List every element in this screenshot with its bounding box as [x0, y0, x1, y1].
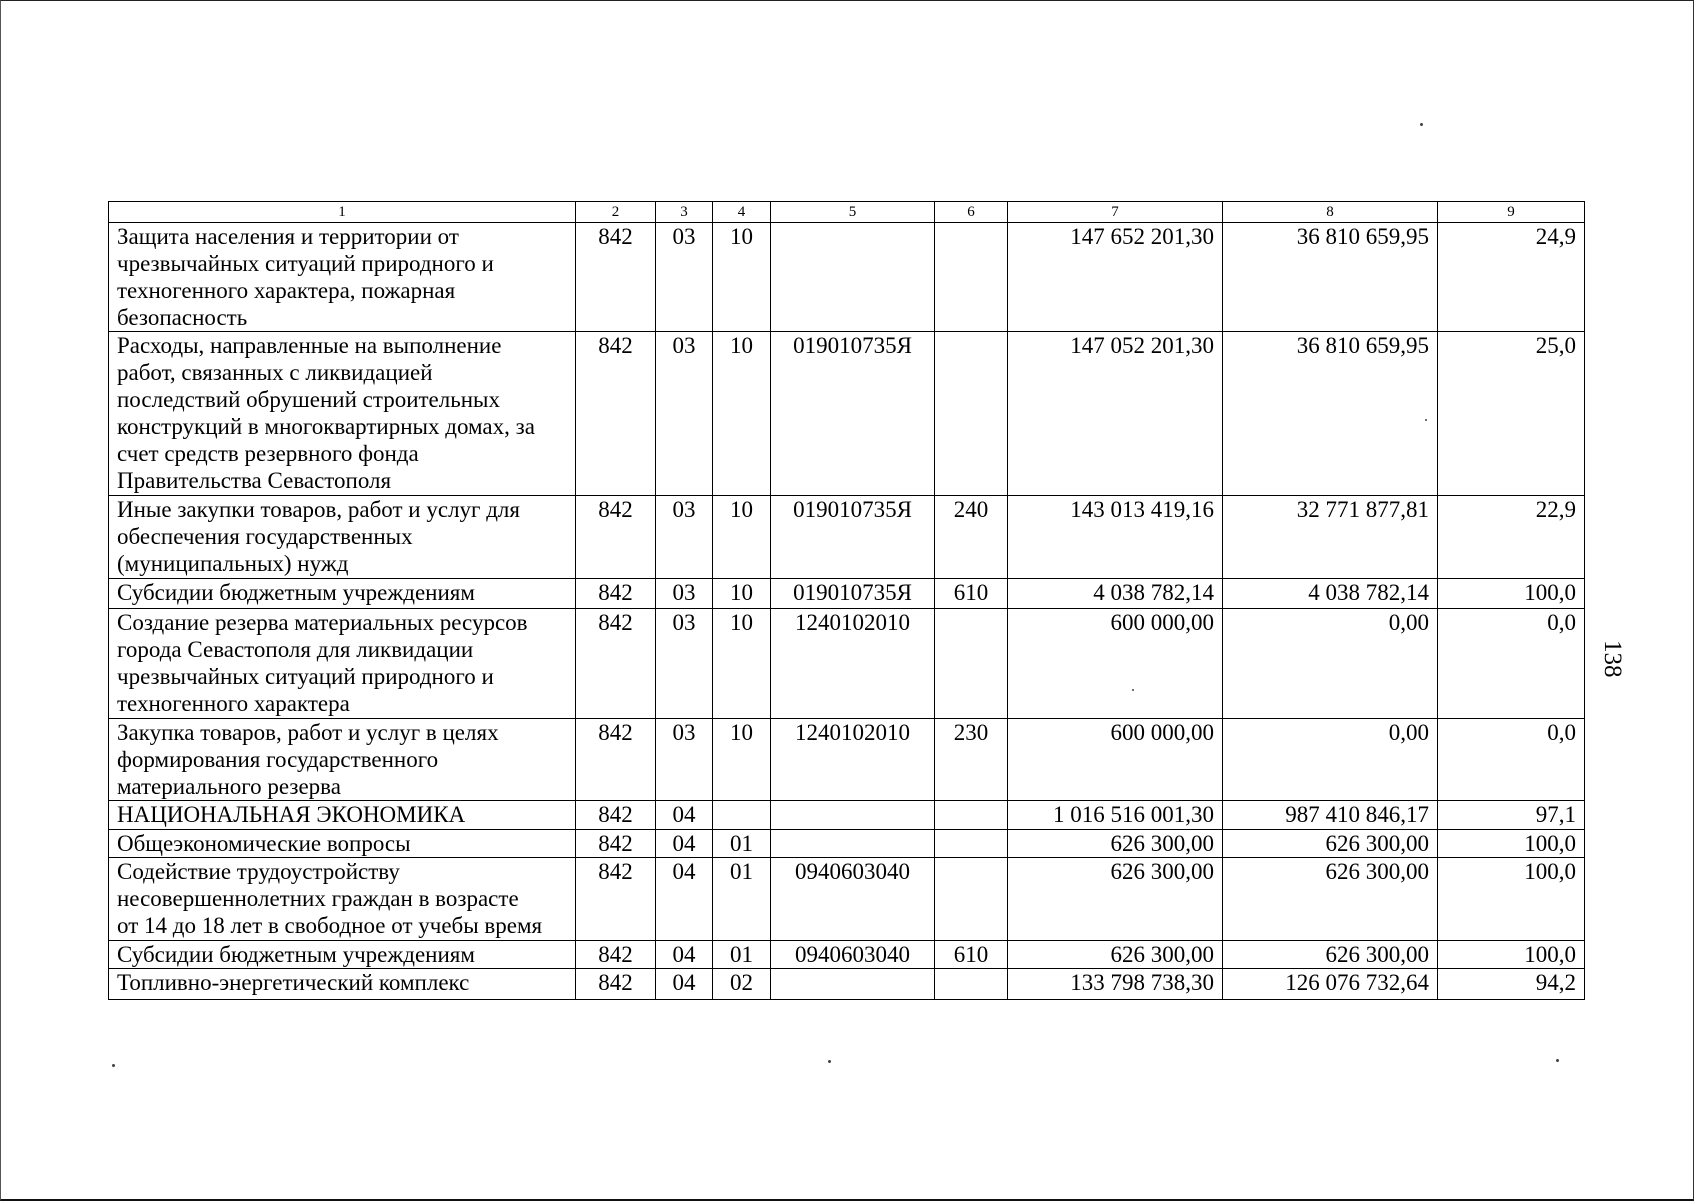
row-name-cell: [109, 496, 576, 579]
cell-col-5: 1240102010: [771, 719, 935, 801]
cell-col-9: 22,9: [1438, 496, 1585, 579]
cell-col-6: 610: [935, 941, 1008, 969]
row-name-line: обеспечения государственных: [117, 524, 413, 549]
row-name-line: техногенного характера, пожарная: [117, 278, 456, 303]
cell-col-6: [935, 609, 1008, 719]
scan-speck: [1556, 1059, 1559, 1062]
table-row: [109, 719, 1585, 801]
cell-col-3: 03: [656, 223, 713, 332]
cell-col-4: 10: [713, 496, 771, 579]
cell-col-2: 842: [576, 801, 656, 830]
cell-col-8: 0,00: [1223, 609, 1438, 719]
table-row: [109, 223, 1585, 332]
page-number: 138: [1599, 640, 1626, 678]
cell-col-8: 0,00: [1223, 719, 1438, 801]
cell-col-2: 842: [576, 858, 656, 941]
cell-col-8: 987 410 846,17: [1223, 801, 1438, 830]
column-number: 6: [935, 202, 1008, 223]
row-name-line: Субсидии бюджетным учреждениям: [117, 580, 475, 605]
cell-col-7: 600 000,00: [1008, 609, 1223, 719]
cell-col-4: [713, 801, 771, 830]
column-number-row: [109, 202, 1585, 223]
row-name-line: Защита населения и территории от: [117, 224, 459, 249]
row-name-line: счет средств резервного фонда: [117, 441, 419, 466]
cell-col-5: 019010735Я: [771, 579, 935, 609]
row-name-cell: [109, 858, 576, 941]
table-body: [109, 202, 1585, 1000]
cell-col-9: 0,0: [1438, 719, 1585, 801]
cell-col-6: [935, 858, 1008, 941]
row-name-line: безопасность: [117, 305, 248, 330]
cell-col-2: 842: [576, 223, 656, 332]
row-name-line: Создание резерва материальных ресурсов: [117, 610, 528, 635]
cell-col-7: 4 038 782,14: [1008, 579, 1223, 609]
row-name-line: Закупка товаров, работ и услуг в целях: [117, 720, 499, 745]
cell-col-3: 04: [656, 801, 713, 830]
row-name-line: от 14 до 18 лет в свободное от учебы время: [117, 913, 543, 938]
cell-col-6: 240: [935, 496, 1008, 579]
cell-col-3: 04: [656, 941, 713, 969]
table-row: [109, 858, 1585, 941]
column-number: 2: [576, 202, 656, 223]
row-name-line: формирования государственного: [117, 747, 439, 772]
table-row: [109, 801, 1585, 830]
cell-col-7: 143 013 419,16: [1008, 496, 1223, 579]
table-row: [109, 332, 1585, 496]
cell-col-8: 626 300,00: [1223, 941, 1438, 969]
cell-col-4: 10: [713, 719, 771, 801]
table-row: [109, 941, 1585, 969]
budget-table: [108, 201, 1585, 1000]
cell-col-2: 842: [576, 719, 656, 801]
cell-col-5: [771, 801, 935, 830]
cell-col-4: 10: [713, 332, 771, 496]
cell-col-8: 36 810 659,95: [1223, 223, 1438, 332]
cell-col-9: 25,0: [1438, 332, 1585, 496]
cell-col-3: 03: [656, 332, 713, 496]
cell-col-7: 626 300,00: [1008, 858, 1223, 941]
cell-col-4: 01: [713, 941, 771, 969]
row-name-line: чрезвычайных ситуаций природного и: [117, 251, 494, 276]
cell-col-2: 842: [576, 969, 656, 1000]
cell-col-5: 0940603040: [771, 941, 935, 969]
row-name-cell: [109, 223, 576, 332]
cell-col-6: 610: [935, 579, 1008, 609]
cell-col-7: 1 016 516 001,30: [1008, 801, 1223, 830]
row-name-line: последствий обрушений строительных: [117, 387, 500, 412]
cell-col-8: 126 076 732,64: [1223, 969, 1438, 1000]
cell-col-9: 100,0: [1438, 830, 1585, 858]
row-name-line: Правительства Севастополя: [117, 468, 392, 493]
cell-col-7: 147 652 201,30: [1008, 223, 1223, 332]
cell-col-3: 03: [656, 496, 713, 579]
cell-col-2: 842: [576, 941, 656, 969]
cell-col-2: 842: [576, 496, 656, 579]
row-name-line: Иные закупки товаров, работ и услуг для: [117, 497, 520, 522]
cell-col-7: 600 000,00: [1008, 719, 1223, 801]
cell-col-8: 626 300,00: [1223, 830, 1438, 858]
row-name-cell: [109, 941, 576, 969]
row-name-line: НАЦИОНАЛЬНАЯ ЭКОНОМИКА: [117, 802, 466, 827]
row-name-cell: [109, 719, 576, 801]
cell-col-3: 04: [656, 858, 713, 941]
row-name-line: Топливно-энергетический комплекс: [117, 970, 470, 995]
table-row: [109, 579, 1585, 609]
cell-col-7: 147 052 201,30: [1008, 332, 1223, 496]
row-name-line: материального резерва: [117, 774, 341, 799]
cell-col-9: 100,0: [1438, 858, 1585, 941]
cell-col-4: 01: [713, 830, 771, 858]
cell-col-7: 626 300,00: [1008, 941, 1223, 969]
column-number: 7: [1008, 202, 1223, 223]
scan-speck: [1132, 689, 1134, 691]
cell-col-6: [935, 830, 1008, 858]
cell-col-2: 842: [576, 579, 656, 609]
cell-col-5: 019010735Я: [771, 496, 935, 579]
row-name-line: конструкций в многоквартирных домах, за: [117, 414, 535, 439]
row-name-line: несовершеннолетних граждан в возрасте: [117, 886, 519, 911]
row-name-line: Общеэкономические вопросы: [117, 831, 411, 856]
cell-col-8: 36 810 659,95: [1223, 332, 1438, 496]
table-row: [109, 496, 1585, 579]
cell-col-5: 1240102010: [771, 609, 935, 719]
row-name-cell: [109, 830, 576, 858]
table-row: [109, 609, 1585, 719]
cell-col-9: 97,1: [1438, 801, 1585, 830]
cell-col-4: 01: [713, 858, 771, 941]
table-row: [109, 969, 1585, 1000]
row-name-cell: [109, 332, 576, 496]
row-name-cell: [109, 609, 576, 719]
cell-col-3: 04: [656, 830, 713, 858]
cell-col-5: [771, 969, 935, 1000]
column-number: 9: [1438, 202, 1585, 223]
cell-col-7: 133 798 738,30: [1008, 969, 1223, 1000]
cell-col-2: 842: [576, 609, 656, 719]
cell-col-2: 842: [576, 830, 656, 858]
cell-col-3: 03: [656, 579, 713, 609]
cell-col-3: 03: [656, 719, 713, 801]
cell-col-4: 10: [713, 579, 771, 609]
row-name-line: Расходы, направленные на выполнение: [117, 333, 502, 358]
cell-col-6: 230: [935, 719, 1008, 801]
scan-speck: [112, 1064, 115, 1067]
cell-col-8: 626 300,00: [1223, 858, 1438, 941]
scan-speck: [1420, 123, 1423, 126]
column-number: 1: [109, 202, 576, 223]
cell-col-8: 32 771 877,81: [1223, 496, 1438, 579]
cell-col-9: 100,0: [1438, 941, 1585, 969]
cell-col-5: 019010735Я: [771, 332, 935, 496]
cell-col-6: [935, 801, 1008, 830]
scan-speck: [1425, 419, 1427, 421]
cell-col-5: 0940603040: [771, 858, 935, 941]
column-number: 5: [771, 202, 935, 223]
row-name-line: чрезвычайных ситуаций природного и: [117, 664, 494, 689]
cell-col-9: 0,0: [1438, 609, 1585, 719]
row-name-line: города Севастополя для ликвидации: [117, 637, 474, 662]
cell-col-6: [935, 332, 1008, 496]
row-name-cell: [109, 801, 576, 830]
cell-col-9: 94,2: [1438, 969, 1585, 1000]
column-number: 4: [713, 202, 771, 223]
row-name-cell: [109, 579, 576, 609]
cell-col-3: 04: [656, 969, 713, 1000]
cell-col-5: [771, 830, 935, 858]
column-number: 3: [656, 202, 713, 223]
row-name-line: (муниципальных) нужд: [117, 551, 349, 576]
cell-col-4: 10: [713, 223, 771, 332]
cell-col-7: 626 300,00: [1008, 830, 1223, 858]
column-number: 8: [1223, 202, 1438, 223]
cell-col-6: [935, 969, 1008, 1000]
row-name-line: работ, связанных с ликвидацией: [117, 360, 433, 385]
cell-col-5: [771, 223, 935, 332]
row-name-line: техногенного характера: [117, 691, 350, 716]
cell-col-9: 100,0: [1438, 579, 1585, 609]
table-row: [109, 830, 1585, 858]
cell-col-4: 10: [713, 609, 771, 719]
cell-col-2: 842: [576, 332, 656, 496]
cell-col-4: 02: [713, 969, 771, 1000]
scan-speck: [828, 1060, 831, 1063]
row-name-line: Содействие трудоустройству: [117, 859, 400, 884]
row-name-line: Субсидии бюджетным учреждениям: [117, 942, 475, 967]
cell-col-6: [935, 223, 1008, 332]
cell-col-9: 24,9: [1438, 223, 1585, 332]
cell-col-3: 03: [656, 609, 713, 719]
row-name-cell: [109, 969, 576, 1000]
cell-col-8: 4 038 782,14: [1223, 579, 1438, 609]
